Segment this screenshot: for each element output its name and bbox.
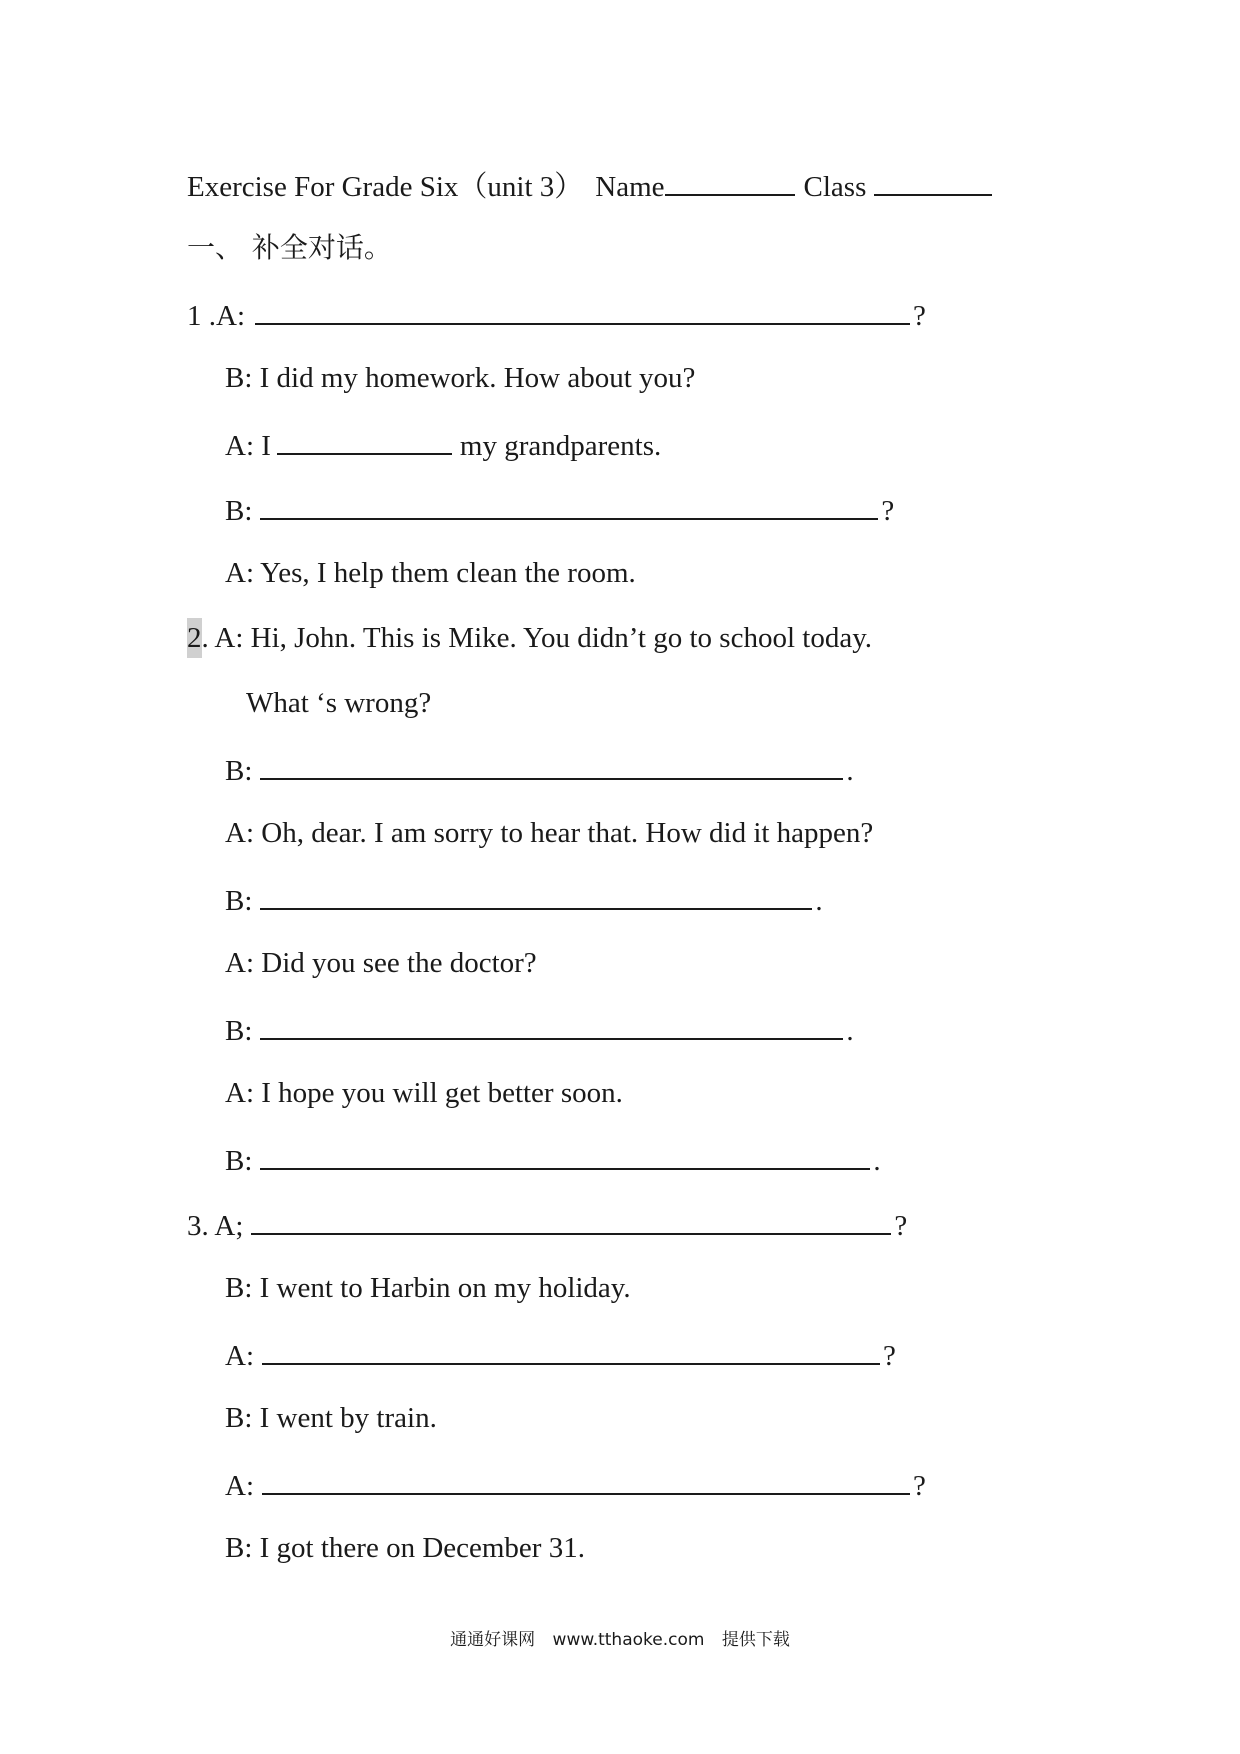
dialog2-line2 [225,748,854,791]
answer-blank[interactable] [262,1333,880,1365]
dialog2-line4 [225,878,823,921]
class-label: Class [803,171,867,203]
footer-suffix: 提供下载 [721,1630,790,1650]
punctuation: ? [881,495,895,527]
answer-blank[interactable] [255,293,910,325]
dialog2-line7: A: I hope you will get better soon. [225,1077,623,1109]
speaker-b: B: [225,755,253,787]
dialog1-line3 [225,423,661,466]
dialog3-speaker-a: 3. A; [187,1210,244,1242]
dialog1-line5: A: Yes, I help them clean the room. [225,557,636,589]
dialog3-line3 [225,1333,896,1376]
answer-blank[interactable] [260,488,878,520]
dialog2-line3: A: Oh, dear. I am sorry to hear that. How did it happen? [225,817,874,849]
speaker-b: B: [225,1015,253,1047]
punctuation: . [846,1015,854,1047]
sentence-text: my grandparents. [459,430,662,462]
speaker-b: B: [225,495,253,527]
speaker-b: B: [225,885,253,917]
punctuation: ? [913,1470,926,1502]
answer-blank[interactable] [260,1008,843,1040]
footer [0,1626,1240,1654]
punctuation: ? [913,300,926,332]
dialog1-line4 [225,488,894,531]
dialog3-line1 [187,1203,907,1246]
dialog1-line1 [187,293,926,336]
punctuation: ? [894,1210,908,1242]
answer-blank[interactable] [260,1138,870,1170]
dialog3-line5 [225,1463,926,1506]
punctuation: . [873,1145,881,1177]
speaker-a-text: A: I [225,430,271,462]
header-line [187,164,995,207]
dialog2-line1b: What ‘s wrong? [246,687,432,719]
speaker-a: A: [225,1470,254,1502]
dialog1-line2: B: I did my homework. How about you? [225,362,696,394]
class-field[interactable] [874,164,992,196]
name-label: Name [595,171,665,203]
answer-blank[interactable] [260,748,843,780]
dialog1-speaker-a: 1 .A: [187,300,245,332]
punctuation: . [815,885,823,917]
dialog2-number: 2 [187,618,202,658]
dialog2-line8 [225,1138,881,1181]
punctuation: ? [883,1340,896,1372]
answer-blank[interactable] [277,423,452,455]
dialog2-line6 [225,1008,854,1051]
dialog3-line2: B: I went to Harbin on my holiday. [225,1272,631,1304]
answer-blank[interactable] [251,1203,891,1235]
page-title: Exercise For Grade Six（unit 3） [187,171,584,203]
footer-url[interactable]: www.tthaoke.com [552,1630,705,1650]
name-field[interactable] [665,164,795,196]
speaker-b: B: [225,1145,253,1177]
dialog2-line1 [187,618,872,658]
speaker-a: A: [225,1340,254,1372]
section-heading: 一、 补全对话。 [187,231,392,264]
answer-blank[interactable] [260,878,812,910]
punctuation: . [846,755,854,787]
dialog3-line4: B: I went by train. [225,1402,437,1434]
dialog3-line6: B: I got there on December 31. [225,1532,585,1564]
sentence-text: . A: Hi, John. This is Mike. You didn’t go to school today. [201,622,873,654]
dialog2-line5: A: Did you see the doctor? [225,947,537,979]
answer-blank[interactable] [262,1463,910,1495]
footer-site-name: 通通好课网 [450,1630,536,1650]
